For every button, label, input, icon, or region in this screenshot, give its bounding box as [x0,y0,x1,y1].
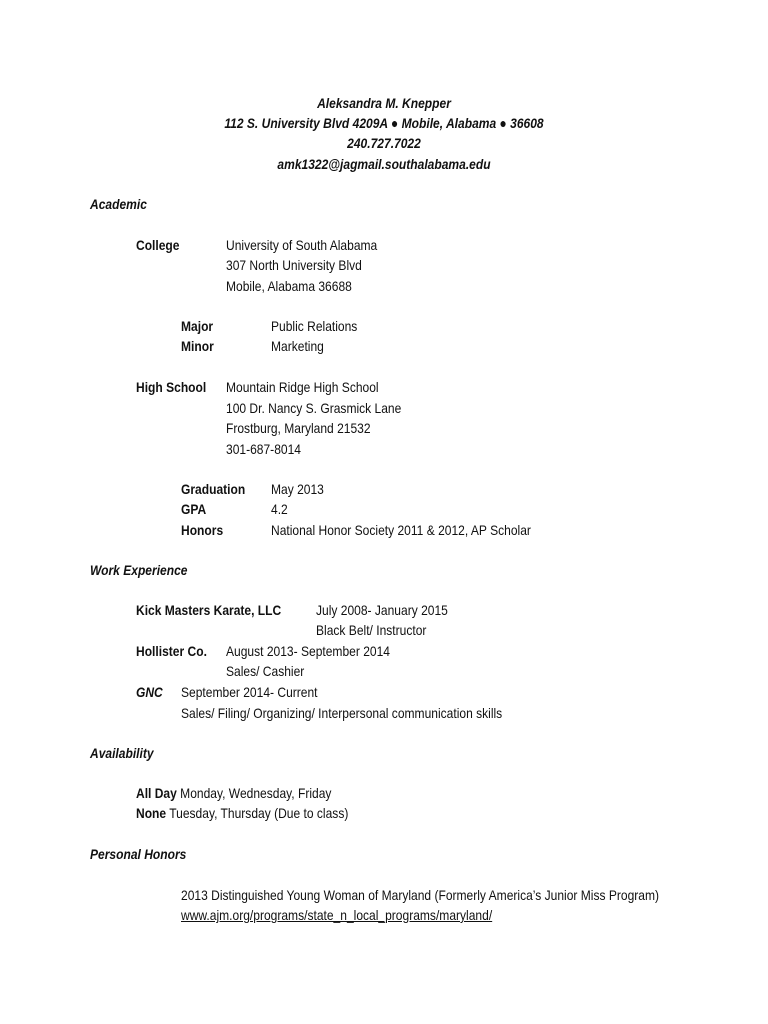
job-dates: August 2013- September 2014 [226,643,391,659]
section-heading-availability: Availability [90,745,154,761]
high-school-phone: 301-687-8014 [226,441,301,457]
honors-label: Honors [181,522,224,538]
high-school-label: High School [136,379,207,395]
honors-value: National Honor Society 2011 & 2012, AP Scholar [271,522,531,538]
availability-none [136,804,348,822]
job-dates: September 2014- Current [181,684,318,700]
availability-all-day [136,784,331,802]
gpa-label: GPA [181,501,207,517]
none-value: Tuesday, Thursday (Due to class) [169,805,349,821]
employer-name: Hollister Co. [136,643,207,659]
all-day-label: All Day [136,785,177,801]
job-dates: July 2008- January 2015 [316,602,448,618]
graduation-label: Graduation [181,481,246,497]
section-heading-personal-honors: Personal Honors [90,846,187,862]
personal-honor-text: 2013 Distinguished Young Woman of Maryland (Formerly America’s Junior Miss Program) [181,887,660,903]
high-school-line: Mountain Ridge High School [226,379,379,395]
resume-email: amk1322@jagmail.southalabama.edu [277,156,491,172]
all-day-value: Monday, Wednesday, Friday [180,785,332,801]
college-line: Mobile, Alabama 36688 [226,278,352,294]
resume-name: Aleksandra M. Knepper [317,95,451,111]
resume-phone: 240.727.7022 [347,135,421,151]
section-heading-work: Work Experience [90,562,188,578]
gpa-value: 4.2 [271,501,288,517]
none-label: None [136,805,167,821]
major-label: Major [181,318,214,334]
resume-address: 112 S. University Blvd 4209A ● Mobile, Alabama ● 36608 [224,115,544,131]
college-label: College [136,237,180,253]
personal-honor-link[interactable]: www.ajm.org/programs/state_n_local_programs/maryland/ [181,907,493,923]
employer-name: Kick Masters Karate, LLC [136,602,282,618]
graduation-value: May 2013 [271,481,324,497]
minor-value: Marketing [271,338,324,354]
college-line: 307 North University Blvd [226,257,362,273]
major-value: Public Relations [271,318,358,334]
job-role: Sales/ Filing/ Organizing/ Interpersonal communication skills [181,705,503,721]
job-role: Sales/ Cashier [226,663,305,679]
section-heading-academic: Academic [90,196,147,212]
employer-name: GNC [136,684,163,700]
minor-label: Minor [181,338,214,354]
high-school-line: 100 Dr. Nancy S. Grasmick Lane [226,400,402,416]
college-line: University of South Alabama [226,237,378,253]
high-school-line: Frostburg, Maryland 21532 [226,420,371,436]
job-role: Black Belt/ Instructor [316,622,427,638]
